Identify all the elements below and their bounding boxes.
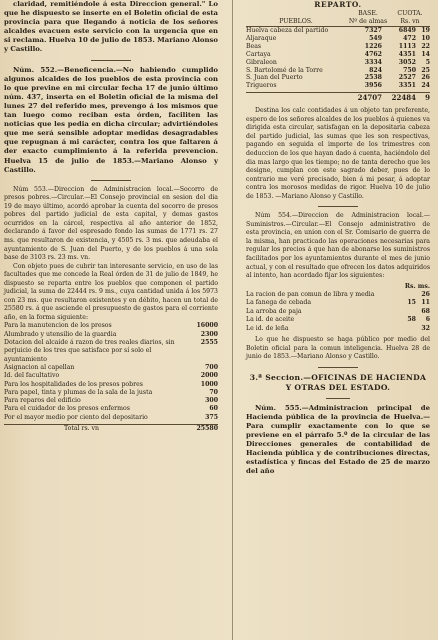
budget-row: Asignacion al capellan 700 bbox=[4, 363, 218, 371]
notice-554-ending: Lo que he dispuesto se haga público por medio del Boletin oficial para la comun inteligencia. Huelva 28 de junio de 1853.—Mariano Alonso y Castillo. bbox=[246, 336, 430, 361]
budget-row: Para la manutencion de los presos 16000 bbox=[4, 322, 218, 330]
notice-555: Núm. 555.—Administracion principal de Hacienda pública de la provincia de Huelva.—Para cumplir exactamente con lo que se previene en el párrafo 5.º de la circular de las Direcciones generales de contabilidad de Hacienda pública y de contribuciones directas, estadística y fincas del Estado de 25 de marzo del año bbox=[246, 403, 430, 476]
budget-row: Dotacion del alcaide á razon de tres reales diarios, sin perjuicio de los tres que satisface por sí solo el ayuntamiento 2555 bbox=[4, 339, 218, 363]
price-row: Le id. de leña 32 bbox=[246, 324, 430, 332]
reparto-header-2: PUEBLOS. Nº de almas Rs. vn bbox=[246, 18, 430, 27]
budget-row: Alumbrado y utensilio de la guardia 2300 bbox=[4, 330, 218, 338]
notice-551-ending: claridad, remitiéndole á esta Direccion general." Lo que he dispuesto se inserte en el Boletin oficial de esta provincia para que llegando á noticia de los señores alcaldes evacuen este servicio con la urgencia que en si reclama. Huelva 10 de julio de 1853. Mariano Alonso y Castillo. bbox=[4, 0, 218, 54]
separator bbox=[91, 180, 131, 181]
notice-554: Núm 554.—Direccion de Administracion local.—Suministros.—Circular.—El Consejo administrativo de esta provincia, en union con el Sr. Comisario de guerra de la misma, han practicado las operaciones necesarias para regular los precios á que han de abonarse los suministros facilitados por los ayuntamientos durante el mes de junio actual, y con el resultado que ofrecen los datos adquiridos al intento, han acordado fijar los siguientes: bbox=[246, 212, 430, 280]
notice-552: Núm. 552.—Beneficencia.—No habiendo cumplido algunos alcaldes de los pueblos de esta provincia con lo que previne en mi circular fecha 17 de junio último núm. 437, inserta en el Boletin oficial de la misma del lunes 27 del referido mes, prevengo á los mismos que tan luego como reciban esta órden, faciliten las noticias que les pedia en dicha circular; advirtiéndoles que me será sensible adoptar medidas desagradables que repugnan á mi carácter, contra los que faltaren á der exacto cumplimiento á la referida prevencion. Huelva 15 de julio de 1853.—Mariano Alonso y Castillo. bbox=[4, 65, 218, 174]
table-row: S. Juan del Puerto 2538 2527 26 bbox=[246, 74, 430, 82]
price-list bbox=[246, 291, 430, 333]
separator bbox=[318, 206, 358, 207]
left-column bbox=[4, 0, 218, 433]
price-row: La racion de pan comun de libra y media 26 bbox=[246, 291, 430, 299]
price-header: Rs. ms. bbox=[404, 282, 430, 290]
table-row: Gibraleon 3334 3052 5 bbox=[246, 58, 430, 66]
budget-row: Para los hospitalidades de los presos pobres 1000 bbox=[4, 380, 218, 388]
price-row: La id. de aceite 58 6 bbox=[246, 316, 430, 324]
budget-row: Para papel, tinta y plumas de la sala de la justa 70 bbox=[4, 388, 218, 396]
budget-row: Id. del facultativo 2000 bbox=[4, 372, 218, 380]
section-heading: 3.ª Seccion.—OFICINAS DE HACIENDA Y OTRAS DEL ESTADO. bbox=[249, 372, 427, 392]
table-row: S. Bartolomé de la Torre 824 750 25 bbox=[246, 66, 430, 74]
separator bbox=[91, 60, 131, 61]
table-row: Huelva cabeza del partido 7327 6849 19 bbox=[246, 27, 430, 34]
table-row: Beas 1226 1113 22 bbox=[246, 42, 430, 50]
price-row: La arroba de paja 68 bbox=[246, 307, 430, 315]
table-row: Cartaya 4762 4351 14 bbox=[246, 50, 430, 58]
notice-553-continued: Con objeto pues de cubrir tan interesante servicio, en uso de las facultades que me concede la Real órden de 31 de julio de 1849, he dispuesto se reparta entre los pueblos que componen el partido judicial, la suma de 22444 rs. 9 ms., cuya cantidad unida á los 5973 con 23 ms. que resultaron existentes y en débito, hacen un total de 25580 rs. á que asciende el presupuesto de gastos para el corriente año, en la forma siguiente: bbox=[4, 262, 218, 321]
price-row: La fanega de cebada 15 11 bbox=[246, 299, 430, 307]
reparto-header-1: BASE. CUOTA. bbox=[358, 10, 423, 17]
table-row: Aljaraque 549 472 10 bbox=[246, 34, 430, 42]
reparto-table bbox=[246, 27, 430, 103]
separator bbox=[318, 367, 358, 368]
budget-row: Para el cuidador de los presos enfermos 60 bbox=[4, 405, 218, 413]
right-column bbox=[246, 0, 430, 476]
separator bbox=[326, 398, 350, 399]
budget-row: Para reparos del edificio 300 bbox=[4, 397, 218, 405]
notice-553: Núm 553.—Direccion de Administracion local.—Socorro de presos pobres.—Circular.—El Consejo provincial en sesion del dia 19 de mayo último, acordó aprobar la cuenta del socorro de presos pobres del partido judicial de esta capital, y demas gastos ocurridos en la cárcel, respectiva al año anterior de 1852, declarando á favor del espresado fondo las sumas de 1771 rs. 27 ms. que resultaron de existencia, y 4505 rs. 3 ms. que adeudaba el ayuntamiento de S. Juan del Puerto, y de los pueblos á una sola base de 3103 rs. 23 ms. vn. bbox=[4, 185, 218, 262]
table-row: Trigueros 3956 3351 24 bbox=[246, 82, 430, 90]
reparto-title: REPARTO. bbox=[314, 0, 362, 9]
budget-list bbox=[4, 322, 218, 433]
budget-row: Por el mayor medio por ciento del depositario 375 bbox=[4, 413, 218, 421]
column-divider bbox=[232, 0, 233, 640]
budget-total: Total rs. vn 25580 bbox=[4, 424, 218, 433]
reparto-instructions: Destina los calc contidades á un objeto tan preferente, espero de los señores alcaldes de los pueblos á quienes va dirigida esta circular, satisfagan en la depositaria cabeza del partido judicial, las sumas que les son respectivas, pagando en seguida el importe de los trimestres con deduccion de los que hayan dado á cuenta, haciéndolo del dia mas largo que les tiempo; no de tanta derecho que les designe, cumplan con este sagrado deber, pues de lo contrario me veré precisado, bien á mi pesar, á adoptar contra los morosos medidas de rigor. Huelva 10 de julio de 1853. —Mariano Alonso y Castillo. bbox=[246, 107, 430, 200]
table-total-row: 24707 22484 9 bbox=[246, 92, 430, 103]
